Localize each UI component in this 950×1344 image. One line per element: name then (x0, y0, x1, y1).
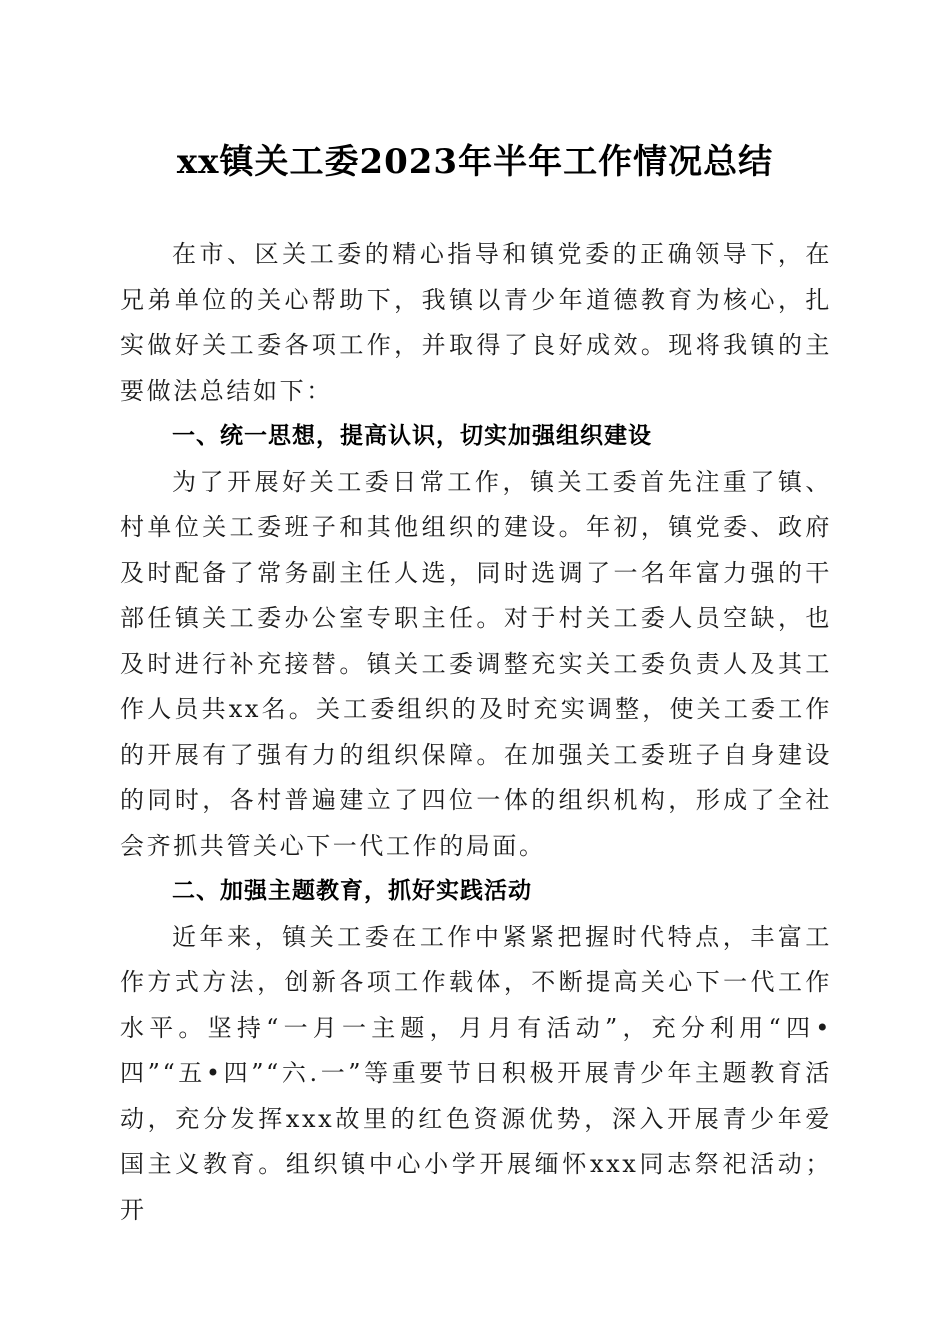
section-1-paragraph: 为了开展好关工委日常工作，镇关工委首先注重了镇、村单位关工委班子和其他组织的建设。年初，镇党委、政府及时配备了常务副主任人选，同时选调了一名年富力强的干部任镇关工委办公室专职主任。对于村关工委人员空缺，也及时进行补充接替。镇关工委调整充实关工委负责人及其工作人员共xx名。关工委组织的及时充实调整，使关工委工作的开展有了强有力的组织保障。在加强关工委班子自身建设的同时，各村普遍建立了四位一体的组织机构，形成了全社会齐抓共管关心下一代工作的局面。 (120, 467, 832, 860)
document-title: xx镇关工委2023年半年工作情况总结 (176, 142, 774, 182)
section-1-heading: 一、统一思想，提高认识，切实加强组织建设 (172, 423, 652, 449)
intro-paragraph: 在市、区关工委的精心指导和镇党委的正确领导下，在兄弟单位的关心帮助下，我镇以青少年道德教育为核心，扎实做好关工委各项工作，并取得了良好成效。现将我镇的主要做法总结如下： (120, 240, 832, 405)
section-2-heading: 二、加强主题教育，抓好实践活动 (172, 878, 532, 904)
section-2-paragraph: 近年来，镇关工委在工作中紧紧把握时代特点，丰富工作方式方法，创新各项工作载体，不断提高关心下一代工作水平。坚持“一月一主题，月月有活动”，充分利用“四•四”“五•四”“六.一”等重要节日积极开展青少年主题教育活动，充分发挥xxx故里的红色资源优势，深入开展青少年爱国主义教育。组织镇中心小学开展缅怀xxx同志祭祀活动；开 (120, 922, 832, 1224)
document-body (120, 232, 832, 1233)
